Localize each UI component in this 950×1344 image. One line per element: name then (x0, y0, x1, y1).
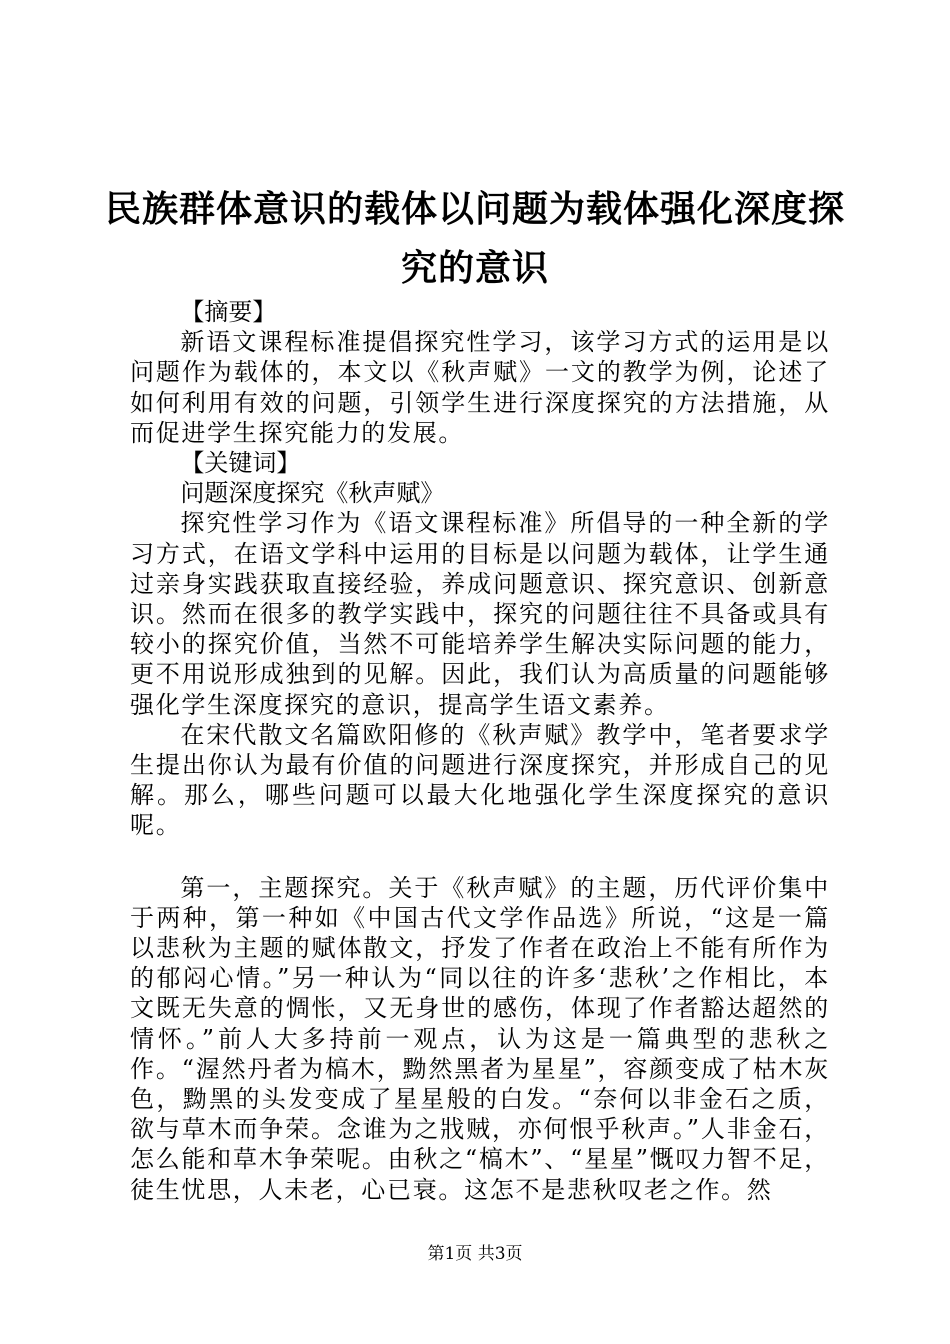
page-footer: 第1页 共3页 (427, 1244, 523, 1264)
abstract-label: 【摘要】 (180, 298, 277, 326)
document-title-line-2: 究的意识 (400, 248, 549, 289)
paragraph-2: 在宋代散文名篇欧阳修的《秋声赋》教学中，笔者要求学生提出你认为最有价值的问题进行深度探究，并形成自己的见解。那么，哪些问题可以最大化地强化学生深度探究的意识呢。 (130, 720, 830, 840)
paragraph-3: 第一，主题探究。关于《秋声赋》的主题，历代评价集中于两种，第一种如《中国古代文学作品选》所说，“这是一篇以悲秋为主题的赋体散文，抒发了作者在政治上不能有所作为的郁闷心情。”另一种认为“同以往的许多‘悲秋’之作相比，本文既无失意的惆怅，又无身世的感伤，体现了作者豁达超然的情怀。”前人大多持前一观点，认为这是一篇典型的悲秋之作。“渥然丹者为槁木，黝然黑者为星星”，容颜变成了枯木灰色，黝黑的头发变成了星星般的白发。“奈何以非金石之质，欲与草木而争荣。念谁为之戕贼，亦何恨乎秋声。”人非金石，怎么能和草木争荣呢。由秋之“槁木”、“星星”慨叹力智不足，徒生忧思，人未老，心已衰。这怎不是悲秋叹老之作。然 (130, 873, 830, 1204)
document-title-line-1: 民族群体意识的载体以问题为载体强化深度探 (104, 189, 845, 230)
keywords-text: 问题深度探究《秋声赋》 (180, 479, 445, 508)
paragraph-1: 探究性学习作为《语文课程标准》所倡导的一种全新的学习方式，在语文学科中运用的目标是以问题为载体，让学生通过亲身实践获取直接经验，养成问题意识、探究意识、创新意识。然而在很多的教学实践中，探究的问题往往不具备或具有较小的探究价值，当然不可能培养学生解决实际问题的能力，更不用说形成独到的见解。因此，我们认为高质量的问题能够强化学生深度探究的意识，提高学生语文素养。 (130, 509, 830, 719)
paragraph-spacer (130, 841, 830, 873)
keywords-label: 【关键词】 (180, 449, 301, 478)
abstract-text: 新语文课程标准提倡探究性学习，该学习方式的运用是以问题作为载体的，本文以《秋声赋》一文的教学为例，论述了如何利用有效的问题，引领学生进行深度探究的方法措施，从而促进学生探究能力的发展。 (130, 328, 830, 447)
document-body (130, 297, 830, 1205)
